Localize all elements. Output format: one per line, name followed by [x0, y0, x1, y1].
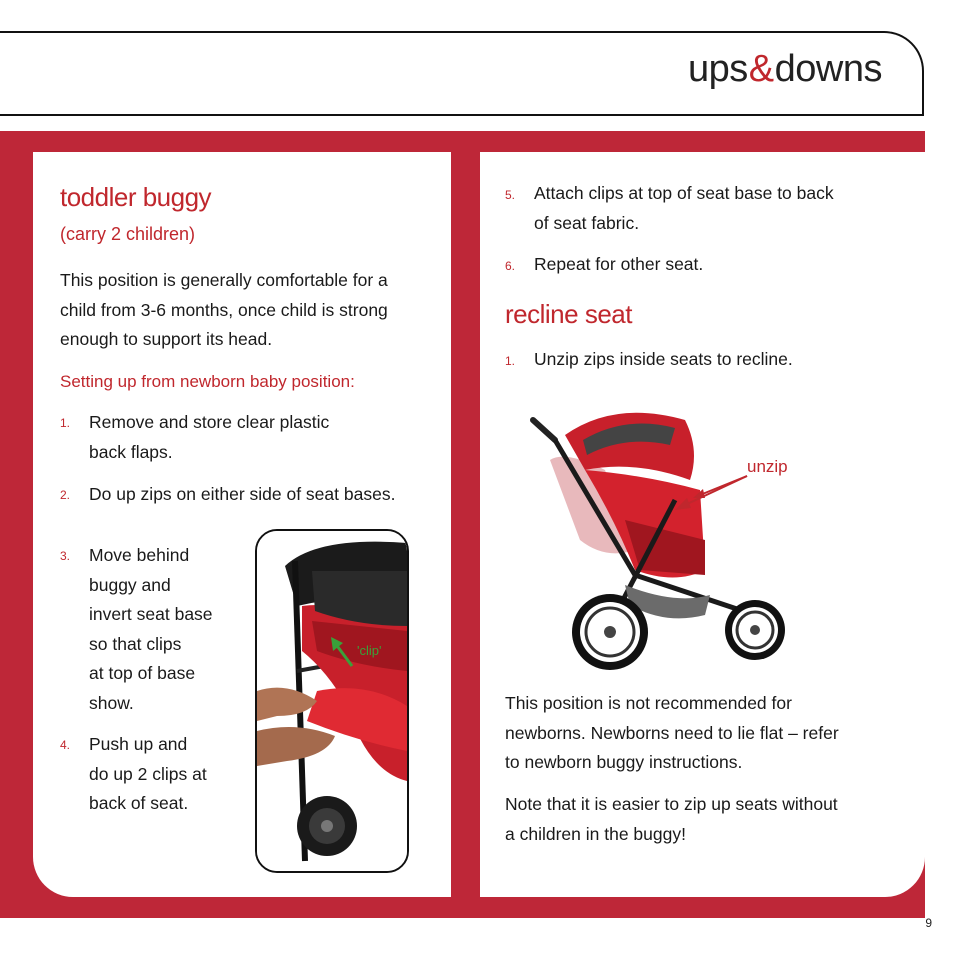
page-number: 9	[925, 916, 932, 930]
step-line: so that clips	[89, 633, 182, 654]
step-number: 1.	[505, 354, 516, 368]
step-number: 3.	[60, 549, 71, 563]
buggy-clip-photo	[255, 529, 409, 873]
step-number: 2.	[60, 488, 71, 502]
note-line: to newborn buggy instructions.	[505, 752, 743, 772]
buggy-clip-illustration	[257, 531, 407, 871]
unzip-label: unzip	[747, 457, 788, 476]
step-number: 5.	[505, 188, 516, 202]
step-line: of seat fabric.	[534, 212, 640, 233]
intro-line: child from 3-6 months, once child is strong	[60, 299, 388, 320]
buggy-recline-illustration	[525, 400, 787, 680]
note-line: a children in the buggy!	[505, 823, 686, 844]
intro-paragraph	[60, 266, 430, 355]
step-2-text	[89, 480, 395, 510]
zip-tip-note	[505, 790, 905, 849]
step-line: at top of base	[89, 663, 196, 683]
logo-text-downs: downs	[774, 48, 882, 90]
section-subtitle: (carry 2 children)	[60, 224, 196, 244]
step-line: Attach clips at top of seat base to back	[534, 183, 834, 203]
step-number: 1.	[60, 416, 71, 430]
step-line: Do up zips on either side of seat bases.	[89, 484, 396, 504]
step-line: Move behind	[89, 545, 190, 565]
step-line: buggy and	[89, 574, 171, 595]
step-line: back of seat.	[89, 793, 189, 813]
brand-logo	[688, 48, 882, 91]
step-number: 4.	[60, 738, 71, 752]
step-line: show.	[89, 692, 134, 713]
step-6-text	[534, 250, 703, 280]
step-1-text	[89, 408, 329, 467]
step-line: back flaps.	[89, 441, 173, 462]
logo-ampersand: &	[748, 48, 774, 90]
note-line: Note that it is easier to zip up seats without	[505, 794, 838, 814]
note-line: This position is not recommended for	[505, 693, 792, 713]
step-line: Unzip zips inside seats to recline.	[534, 349, 793, 369]
intro-line: enough to support its head.	[60, 329, 273, 349]
step-line: Push up and	[89, 734, 188, 754]
newborn-note	[505, 689, 905, 778]
note-line: newborns. Newborns need to lie flat – refer	[505, 722, 839, 743]
step-number: 6.	[505, 259, 516, 273]
recline-step-1-text	[534, 345, 793, 375]
step-line: invert seat base	[89, 604, 213, 624]
clip-label: 'clip'	[357, 643, 382, 658]
setup-heading: Setting up from newborn baby position:	[60, 372, 355, 391]
intro-line: This position is generally comfortable for a	[60, 270, 388, 290]
section-title-toddler-buggy: toddler buggy	[60, 182, 212, 212]
logo-text-ups: ups	[688, 48, 748, 90]
section-title-recline-seat: recline seat	[505, 299, 632, 329]
step-4-text	[89, 730, 207, 819]
step-3-text	[89, 541, 213, 718]
buggy-recline-photo	[525, 400, 787, 680]
step-line: do up 2 clips at	[89, 763, 207, 784]
step-line: Repeat for other seat.	[534, 254, 704, 274]
step-line: Remove and store clear plastic	[89, 412, 330, 432]
step-5-text	[534, 179, 834, 238]
